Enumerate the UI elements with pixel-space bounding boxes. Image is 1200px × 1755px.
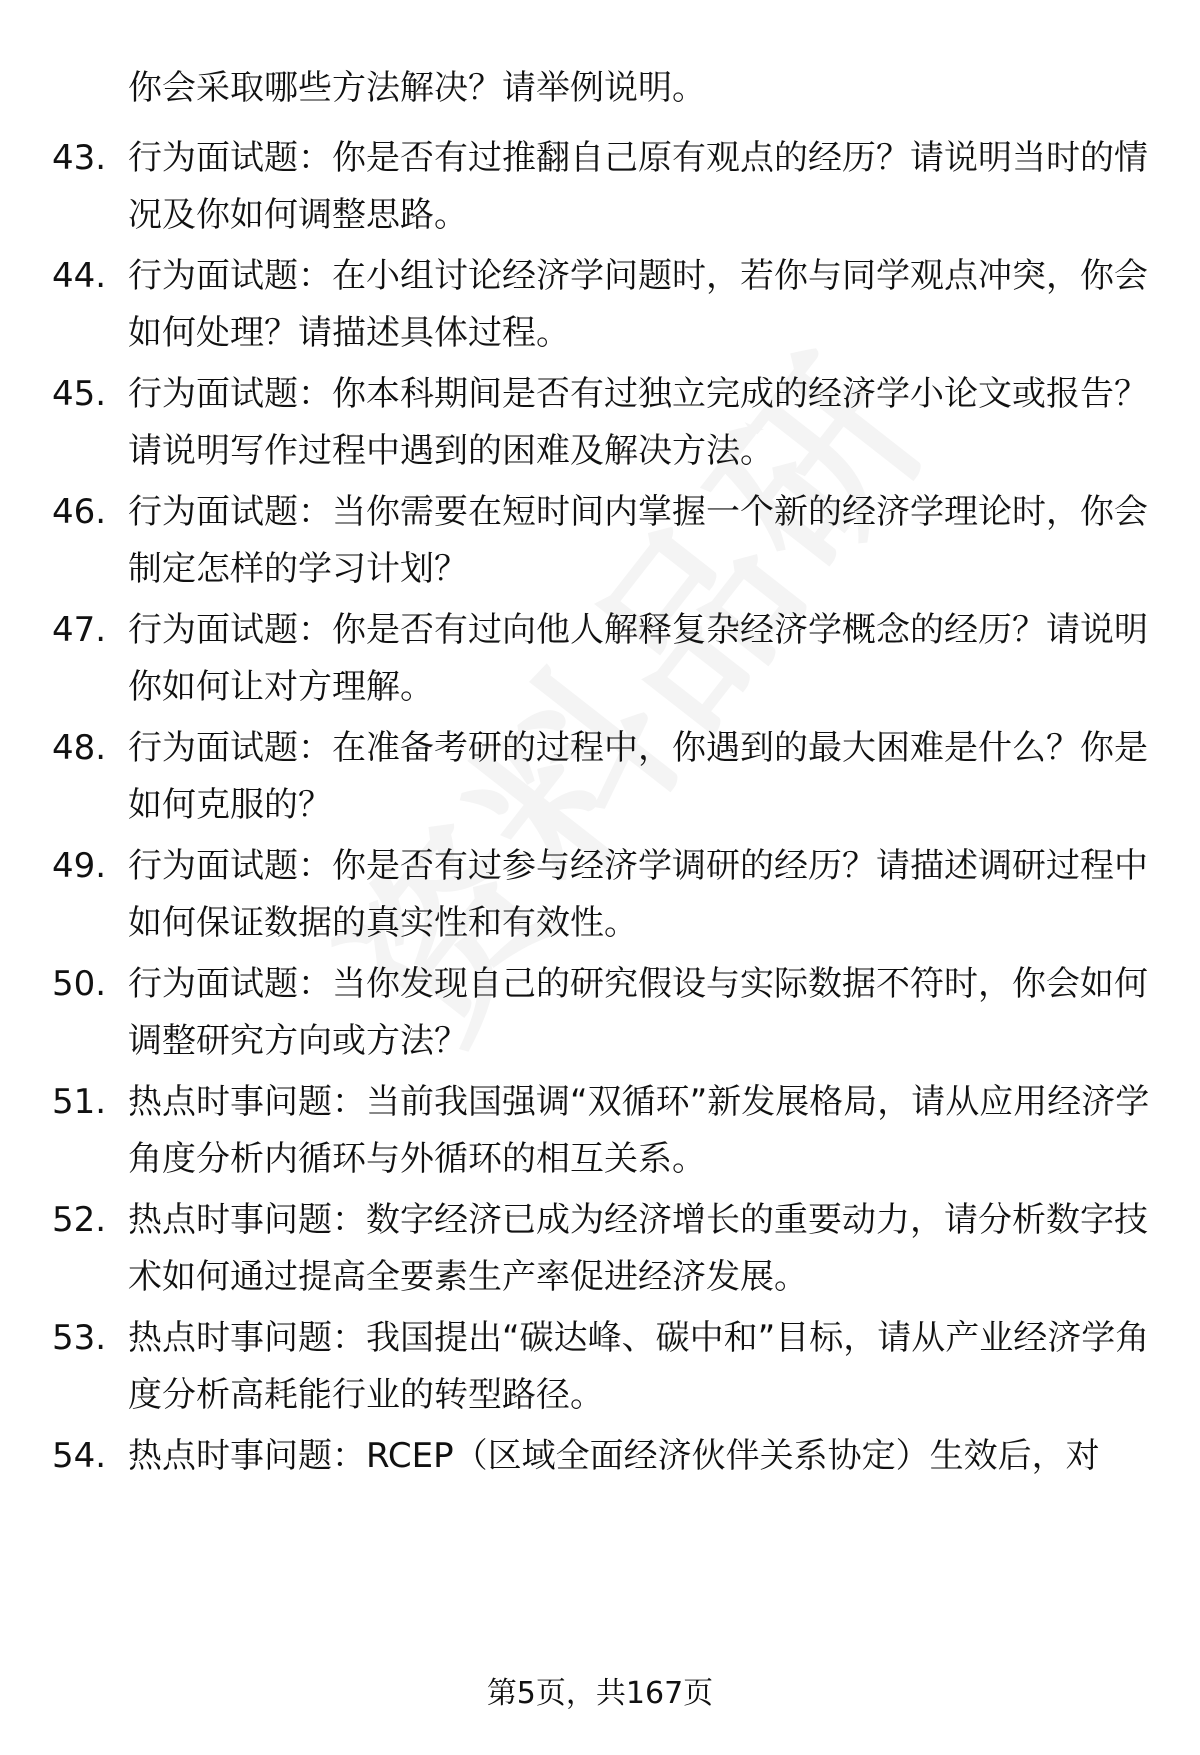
question-text: 行为面试题：当你需要在短时间内掌握一个新的经济学理论时，你会制定怎样的学习计划？ <box>128 492 1148 589</box>
question-text: 行为面试题：你本科期间是否有过独立完成的经济学小论文或报告？请说明写作过程中遇到的困难及解决方法。 <box>128 374 1148 471</box>
question-number: 54. <box>52 1436 107 1476</box>
question-text: 热点时事问题：我国提出“碳达峰、碳中和”目标，请从产业经济学角度分析高耗能行业的转型路径。 <box>128 1318 1150 1415</box>
question-number: 51. <box>52 1082 107 1122</box>
carryover-line: 你会采取哪些方法解决？请举例说明。 <box>128 68 706 108</box>
question-number: 43. <box>52 138 107 178</box>
question-number: 44. <box>52 256 107 296</box>
question-text: 行为面试题：你是否有过参与经济学调研的经历？请描述调研过程中如何保证数据的真实性和有效性。 <box>128 846 1148 943</box>
question-text: 行为面试题：你是否有过推翻自己原有观点的经历？请说明当时的情况及你如何调整思路。 <box>128 138 1148 235</box>
question-number: 47. <box>52 610 107 650</box>
question-number: 53. <box>52 1318 107 1358</box>
question-text: 行为面试题：你是否有过向他人解释复杂经济学概念的经历？请说明你如何让对方理解。 <box>128 610 1148 707</box>
question-number: 52. <box>52 1200 107 1240</box>
question-number: 45. <box>52 374 107 414</box>
page-footer: 第5页，共167页 <box>486 1676 714 1711</box>
question-number: 46. <box>52 492 107 532</box>
question-number: 49. <box>52 846 107 886</box>
question-text: 热点时事问题：数字经济已成为经济增长的重要动力，请分析数字技术如何通过提高全要素生产率促进经济发展。 <box>128 1200 1148 1297</box>
question-text: 热点时事问题：RCEP（区域全面经济伙伴关系协定）生效后，对 <box>128 1436 1100 1476</box>
question-number: 50. <box>52 964 107 1004</box>
question-text: 行为面试题：在准备考研的过程中，你遇到的最大困难是什么？你是如何克服的？ <box>128 728 1148 825</box>
question-text: 行为面试题：在小组讨论经济学问题时，若你与同学观点冲突，你会如何处理？请描述具体过程。 <box>128 256 1148 353</box>
question-number: 48. <box>52 728 107 768</box>
question-text: 热点时事问题：当前我国强调“双循环”新发展格局，请从应用经济学角度分析内循环与外循环的相互关系。 <box>128 1082 1150 1179</box>
question-text: 行为面试题：当你发现自己的研究假设与实际数据不符时，你会如何调整研究方向或方法？ <box>128 964 1148 1061</box>
